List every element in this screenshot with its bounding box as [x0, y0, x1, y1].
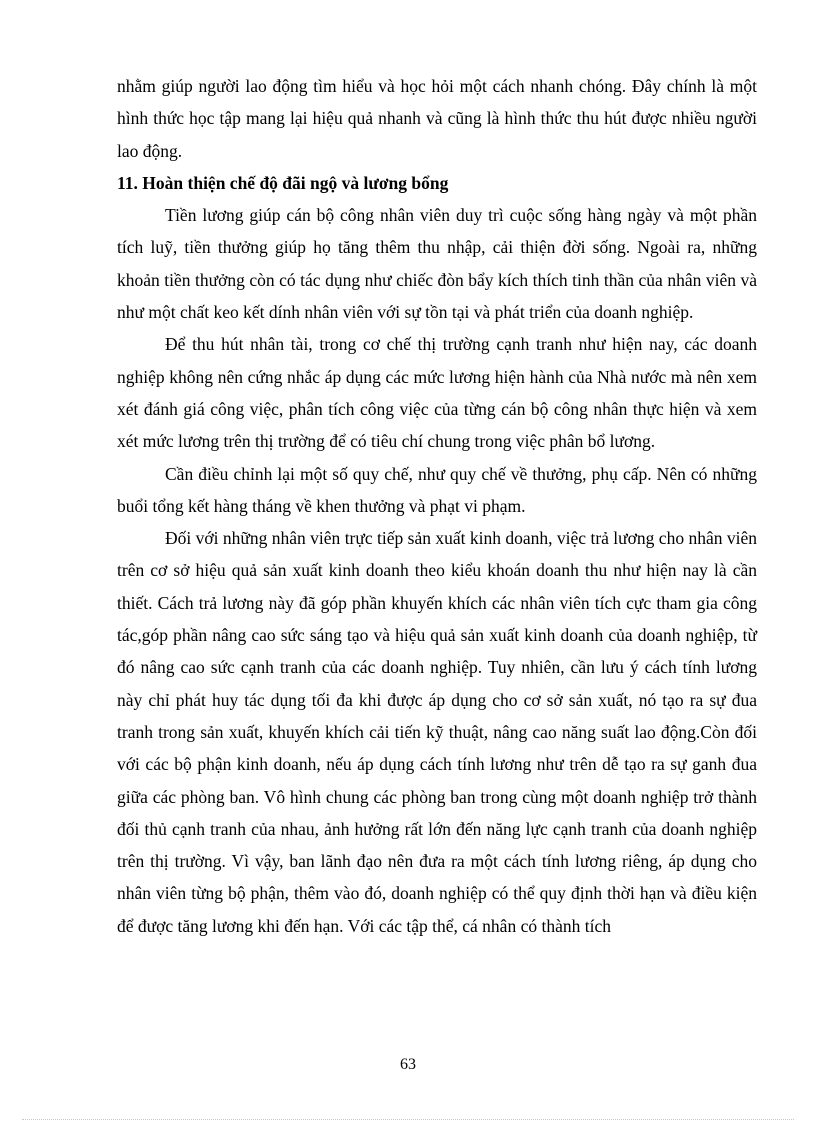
- page-bottom-divider: [22, 1119, 794, 1120]
- page-number: 63: [400, 1056, 416, 1073]
- section-heading: 11. Hoàn thiện chế độ đãi ngộ và lương bổng: [117, 172, 449, 193]
- paragraph-continued: nhằm giúp người lao động tìm hiểu và học hỏi một cách nhanh chóng. Đây chính là một hình thức học tập mang lại hiệu quả nhanh và cũng là hình thức thu hút được nhiều người lao động.: [117, 76, 757, 161]
- paragraph-salary-role: Tiền lương giúp cán bộ công nhân viên duy trì cuộc sống hàng ngày và một phần tích luỹ, tiền thưởng giúp họ tăng thêm thu nhập, cải thiện đời sống. Ngoài ra, những khoản tiền thưởng còn có tác dụng như chiếc đòn bẩy kích thích tinh thần của nhân viên và như một chất keo kết dính nhân viên với sự tồn tại và phát triển của doanh nghiệp.: [117, 205, 757, 323]
- page-body: [117, 70, 757, 942]
- paragraph-regulation-adjustment: Cần điều chỉnh lại một số quy chế, như quy chế về thưởng, phụ cấp. Nên có những buổi tổng kết hàng tháng về khen thưởng và phạt vi phạm.: [117, 463, 757, 516]
- paragraph-talent-attraction: Để thu hút nhân tài, trong cơ chế thị trường cạnh tranh như hiện nay, các doanh nghiệp không nên cứng nhắc áp dụng các mức lương hiện hành của Nhà nước mà nên xem xét đánh giá công việc, phân tích công việc của từng cán bộ công nhân thực hiện và xem xét mức lương trên thị trường để có tiêu chí chung trong việc phân bổ lương.: [117, 334, 757, 452]
- paragraph-direct-staff-pay: Đối với những nhân viên trực tiếp sản xuất kinh doanh, việc trả lương cho nhân viên trên cơ sở hiệu quả sản xuất kinh doanh theo kiểu khoán doanh thu như hiện nay là cần thiết. Cách trả lương này đã góp phần khuyến khích các nhân viên tích cực tham gia công tác,góp phần nâng cao sức sáng tạo và hiệu quả sản xuất kinh doanh của doanh nghiệp, từ đó nâng cao sức cạnh tranh của các doanh nghiệp. Tuy nhiên, cần lưu ý cách tính lương này chỉ phát huy tác dụng tối đa khi được áp dụng cho cơ sở sản xuất, nó tạo ra sự đua tranh trong sản xuất, khuyến khích cải tiến kỹ thuật, nâng cao năng suất lao động.Còn đối với các bộ phận kinh doanh, nếu áp dụng cách tính lương như trên dễ tạo ra sự ganh đua giữa các phòng ban. Vô hình chung các phòng ban trong cùng một doanh nghiệp trở thành đối thủ cạnh tranh của nhau, ảnh hưởng rất lớn đến năng lực cạnh tranh của doanh nghiệp trên thị trường. Vì vậy, ban lãnh đạo nên đưa ra một cách tính lương riêng, áp dụng cho nhân viên từng bộ phận, thêm vào đó, doanh nghiệp có thể quy định thời hạn và điều kiện để được tăng lương khi đến hạn. Với các tập thể, cá nhân có thành tích: [117, 528, 757, 936]
